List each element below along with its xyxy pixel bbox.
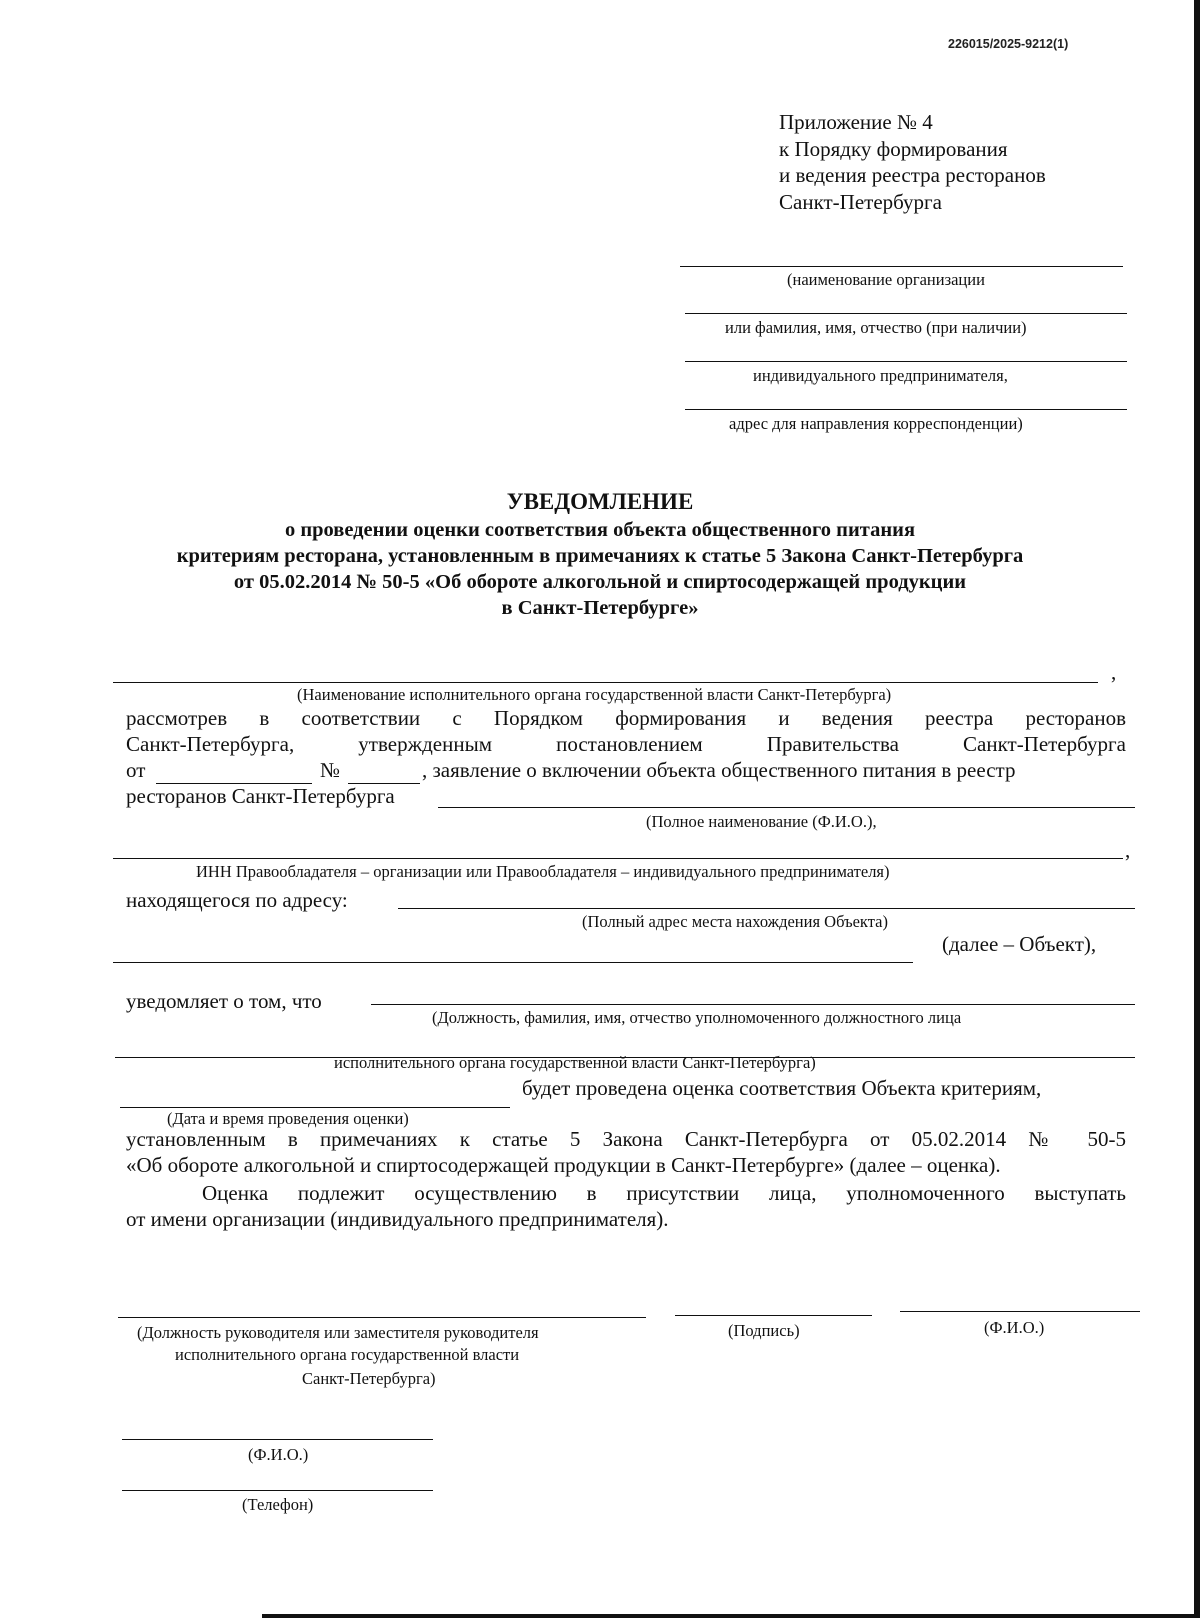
object-tail: (далее – Объект), [942, 932, 1097, 956]
title-subline-2: критериям ресторана, установленным в примечаниях к статье 5 Закона Санкт-Петербурга [176, 545, 1024, 567]
paragraph-1-line-4: ресторанов Санкт-Петербурга [126, 784, 395, 808]
title-subline-1: о проведении оценки соответствия объекта общественного питания [284, 519, 916, 541]
title-subline-4: в Санкт-Петербурге» [501, 597, 699, 619]
paragraph-3-line-2: от имени организации (индивидуального предпринимателя). [126, 1207, 669, 1231]
signature-line [675, 1315, 872, 1316]
position-caption-2: исполнительного органа государственной власти [175, 1345, 520, 1364]
addressee-line-4 [685, 409, 1127, 410]
document-title: УВЕДОМЛЕНИЕ [506, 489, 694, 514]
addressee-caption-1: (наименование организации [787, 270, 985, 289]
paragraph-3-line-1: Оценка подлежит осуществлению в присутствии лица, уполномоченного выступать [202, 1181, 1126, 1205]
fio-caption: (Ф.И.О.) [984, 1318, 1045, 1337]
annex-block [779, 109, 1046, 215]
full-name-caption: (Полное наименование (Ф.И.О.), [646, 812, 877, 831]
paragraph-1-line-1: рассмотрев в соответствии с Порядком формирования и ведения реестра ресторанов [126, 706, 1126, 730]
position-line [118, 1317, 646, 1318]
authority-name-line [113, 682, 1098, 683]
official-caption-1: (Должность, фамилия, имя, отчество уполномоченного должностного лица [432, 1008, 962, 1027]
signature-caption: (Подпись) [728, 1321, 800, 1340]
scan-edge-bottom [262, 1614, 1200, 1618]
notifies-label: уведомляет о том, что [126, 989, 322, 1013]
annex-line-1: Приложение № 4 [779, 110, 933, 134]
will-be-text: будет проведена оценка соответствия Объекта критериям, [522, 1076, 1042, 1100]
inn-caption: ИНН Правообладателя – организации или Правообладателя – индивидуального предпринимателя) [196, 862, 890, 881]
authority-caption: (Наименование исполнительного органа государственной власти Санкт-Петербурга) [297, 685, 892, 704]
executor-fio-line [122, 1439, 433, 1440]
annex-line-4: Санкт-Петербурга [779, 189, 942, 214]
official-caption-2: исполнительного органа государственной власти Санкт-Петербурга) [334, 1053, 816, 1072]
number-label: № [320, 758, 341, 782]
paragraph-2-line-2: «Об обороте алкогольной и спиртосодержащей продукции в Санкт-Петербурге» (далее – оценка). [126, 1153, 1001, 1177]
addressee-caption-2: или фамилия, имя, отчество (при наличии) [725, 318, 1027, 337]
annex-line-3: и ведения реестра ресторанов [779, 163, 1046, 187]
paragraph-1-line-2: Санкт-Петербурга, утвержденным постановлением Правительства Санкт-Петербурга [126, 732, 1126, 756]
executor-fio-caption: (Ф.И.О.) [248, 1445, 309, 1464]
paragraph-2-line-1: установленным в примечаниях к статье 5 Закона Санкт-Петербурга от 05.02.2014 № 50-5 [126, 1127, 1126, 1151]
paragraph-1-line-3: , заявление о включении объекта общественного питания в реестр [422, 758, 1016, 782]
addressee-caption-3: индивидуального предпринимателя, [753, 366, 1008, 385]
ot-label: от [126, 758, 146, 782]
fio-line [900, 1311, 1140, 1312]
address-label: находящегося по адресу: [126, 888, 348, 912]
address-caption: (Полный адрес места нахождения Объекта) [582, 912, 888, 931]
address-line [398, 908, 1135, 909]
phone-line [122, 1490, 433, 1491]
phone-caption: (Телефон) [242, 1495, 314, 1514]
comma-1: , [1111, 660, 1117, 684]
position-caption-1: (Должность руководителя или заместителя руководителя [137, 1323, 539, 1342]
addressee-line-2 [685, 313, 1127, 314]
addressee-caption-4: адрес для направления корреспонденции) [729, 414, 1023, 433]
position-caption-3: Санкт-Петербурга) [302, 1369, 436, 1388]
document-number: 226015/2025-9212(1) [948, 37, 1069, 51]
addressee-line-1 [680, 266, 1123, 267]
datetime-caption: (Дата и время проведения оценки) [167, 1109, 409, 1128]
comma-2: , [1125, 838, 1131, 862]
inn-line [113, 858, 1123, 859]
datetime-line [120, 1107, 510, 1108]
full-name-line [438, 807, 1135, 808]
title-subline-3: от 05.02.2014 № 50-5 «Об обороте алкогольной и спиртосодержащей продукции [233, 571, 967, 593]
official-line [371, 1004, 1135, 1005]
address-line-2 [113, 962, 913, 963]
annex-line-2: к Порядку формирования [779, 136, 1008, 161]
scan-edge-right [1194, 0, 1200, 1618]
addressee-line-3 [685, 361, 1127, 362]
